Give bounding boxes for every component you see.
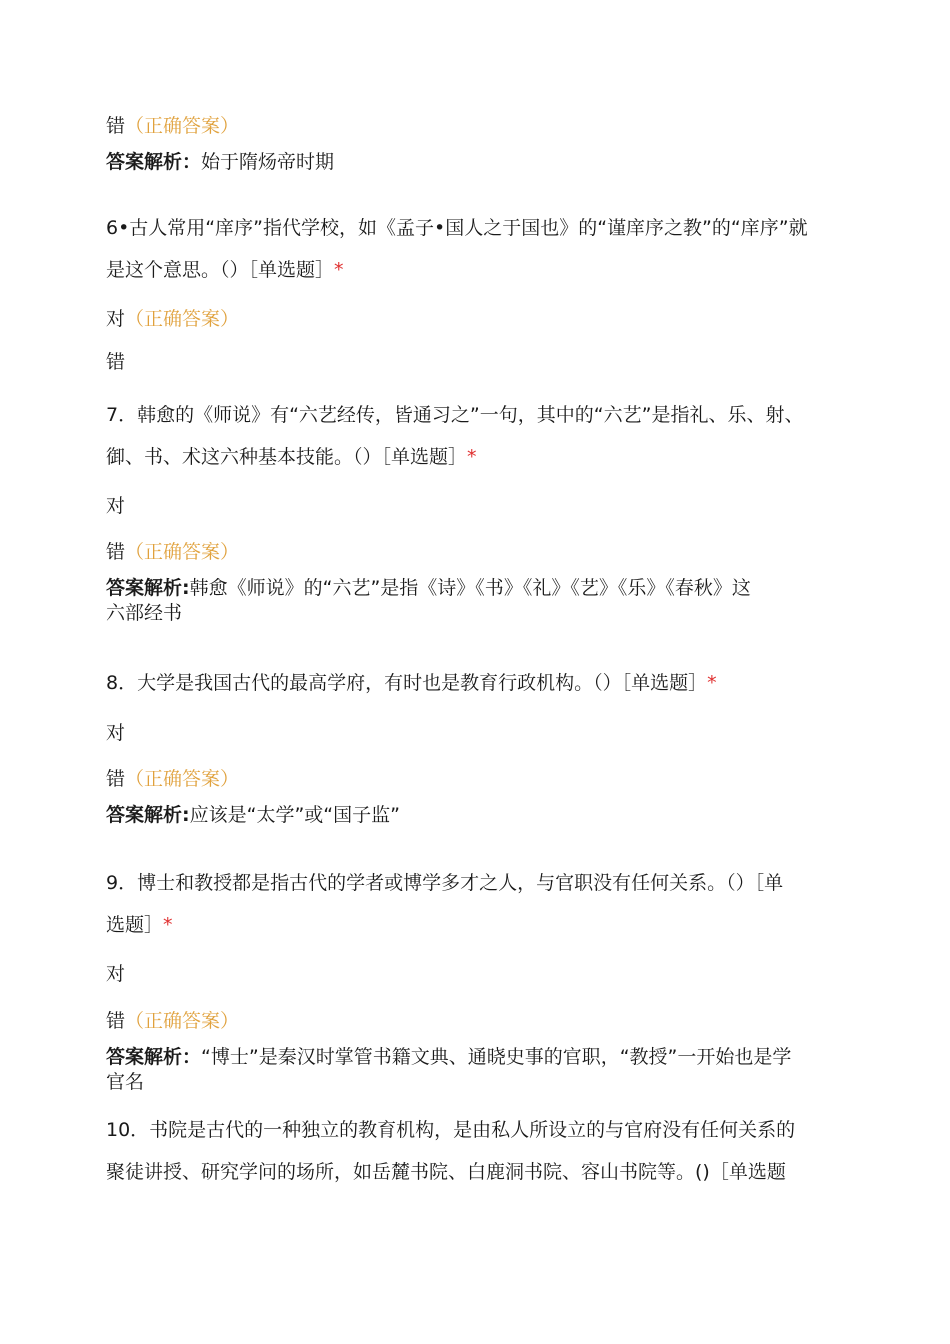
question-text: 8．大学是我国古代的最高学府，有时也是教育行政机构。（） — [106, 672, 622, 694]
q6-option-true[interactable] — [106, 307, 851, 331]
analysis-text: 应该是“太学”或“国子监” — [189, 804, 400, 826]
q6-question-line2 — [106, 258, 851, 282]
q10-question-line1: 10．书院是古代的一种独立的教育机构，是由私人所设立的与官府没有任何关系的 — [106, 1119, 796, 1141]
option-label: 对 — [106, 963, 126, 985]
q8-question-line1 — [106, 671, 851, 695]
q9-option-false[interactable] — [106, 1009, 851, 1033]
analysis-text: 韩愈《师说》的“六艺”是指《诗》《书》《礼》《艺》《乐》《春秋》这 — [189, 577, 751, 599]
correct-answer-tag: （正确答案） — [125, 115, 240, 137]
analysis-text: 始于隋炀帝时期 — [201, 151, 335, 173]
analysis-label: 答案解析 — [106, 1046, 183, 1068]
question-type: ［单选题］ — [248, 259, 335, 281]
q7-analysis-line1 — [106, 576, 851, 600]
q8-option-true[interactable] — [106, 721, 851, 745]
correct-answer-tag: （正确答案） — [125, 308, 240, 330]
q7-option-false[interactable] — [106, 540, 851, 564]
question-text: 是这个意思。（） — [106, 259, 249, 281]
analysis-colon: ： — [182, 1046, 202, 1068]
analysis-colon: : — [182, 804, 190, 826]
q9-question-line2 — [106, 913, 851, 937]
option-label: 错 — [106, 351, 126, 373]
question-text: 选题］ — [106, 914, 164, 936]
question-type: ［单选题］ — [381, 446, 468, 468]
q5-analysis — [106, 150, 851, 174]
analysis-label: 答案解析 — [106, 577, 183, 599]
required-star: * — [707, 672, 717, 694]
question-type: ［单选题］ — [621, 672, 708, 694]
option-label: 错 — [106, 115, 126, 137]
required-star: * — [467, 446, 477, 468]
q7-analysis-line2: 六部经书 — [106, 602, 183, 624]
q7-question-line1: 7．韩愈的《师说》有“六艺经传，皆通习之”一句，其中的“六艺”是指礼、乐、射、 — [106, 404, 804, 426]
question-text: 御、书、术这六种基本技能。（） — [106, 446, 382, 468]
correct-answer-tag: （正确答案） — [125, 541, 240, 563]
option-label: 错 — [106, 768, 126, 790]
analysis-label: 答案解析 — [106, 151, 183, 173]
option-label: 对 — [106, 308, 126, 330]
q9-question-line1: 9．博士和教授都是指古代的学者或博学多才之人，与官职没有任何关系。（）［单 — [106, 872, 784, 894]
correct-answer-tag: （正确答案） — [125, 1010, 240, 1032]
analysis-colon: ： — [182, 151, 202, 173]
q9-analysis-line1 — [106, 1045, 851, 1069]
option-label: 错 — [106, 1010, 126, 1032]
required-star: * — [334, 259, 344, 281]
q9-option-true[interactable] — [106, 962, 851, 986]
analysis-label: 答案解析 — [106, 804, 183, 826]
q7-option-true[interactable] — [106, 494, 851, 518]
option-label: 对 — [106, 722, 126, 744]
q8-analysis — [106, 803, 851, 827]
q7-question-line2 — [106, 445, 851, 469]
q8-option-false[interactable] — [106, 767, 851, 791]
option-label: 错 — [106, 541, 126, 563]
analysis-colon: : — [182, 577, 190, 599]
correct-answer-tag: （正确答案） — [125, 768, 240, 790]
q6-question-line1: 6•古人常用“庠序”指代学校，如《孟子•国人之于国也》的“谨庠序之教”的“庠序”就 — [106, 217, 808, 239]
required-star: * — [163, 914, 173, 936]
q6-option-false[interactable] — [106, 350, 851, 374]
q9-analysis-line2: 官名 — [106, 1071, 145, 1093]
q5-option-false[interactable] — [106, 114, 851, 138]
analysis-text: “博士”是秦汉时掌管书籍文典、通晓史事的官职，“教授”一开始也是学 — [201, 1046, 792, 1068]
option-label: 对 — [106, 495, 126, 517]
q10-question-line2: 聚徒讲授、研究学问的场所，如岳麓书院、白鹿洞书院、容山书院等。()［单选题 — [106, 1161, 786, 1183]
